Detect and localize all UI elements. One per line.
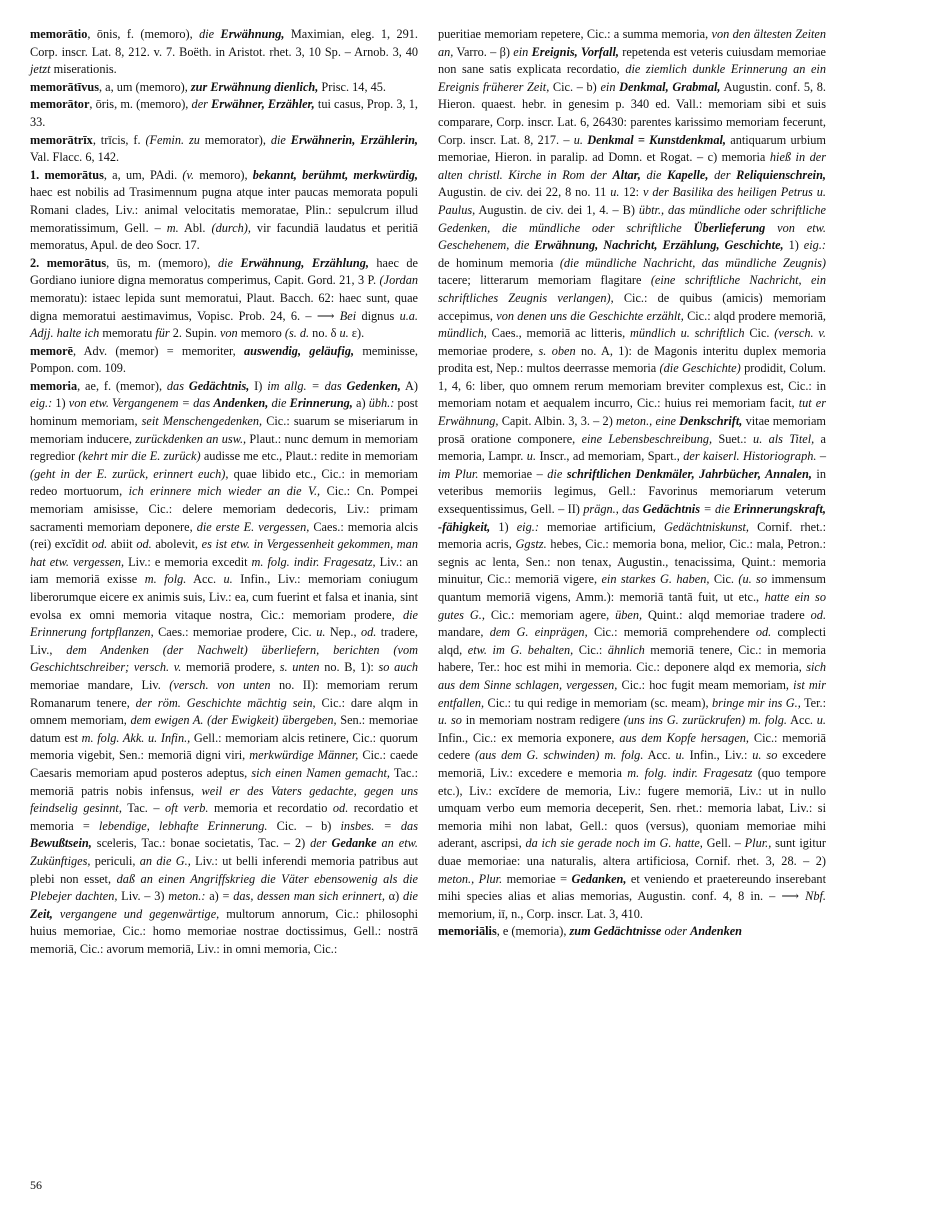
entry-text: oder <box>661 924 691 939</box>
entry-text: , ōris, m. (memoro), <box>89 97 192 112</box>
entry-text: memoriae mandare, Liv. <box>30 677 170 692</box>
entry-text: vergangene und gegenwärtige, <box>52 906 220 921</box>
entry-text: memoria et recordatio <box>208 801 333 816</box>
entry-text: (s. d. <box>284 326 310 341</box>
entry-text: Tac. – <box>121 801 166 816</box>
entry-text: dem ewigen A. (der Ewigkeit) übergeben, <box>130 713 337 728</box>
entry-text: Cic.: de quibus (amicis) memoriam accepimus, <box>438 290 826 323</box>
entry-text: Cic.: dare alqm in omnem memoriam, <box>30 695 418 728</box>
entry-text: Cic.: hoc fugit meam memoriam, <box>617 677 794 692</box>
page-number: 56 <box>30 1178 42 1192</box>
entry-text: dem G. einprägen, <box>489 625 588 640</box>
entry-text: Val. Flacc. 6, 142. <box>30 150 120 165</box>
entry-text: audisse me etc., Plaut.: redite in memoriam <box>200 449 418 464</box>
entry-text: Cic. – b) <box>267 818 341 833</box>
entry-text: multorum annorum, Cic.: philosophi huius memoriae, Cic.: homo memoriae nostrae doctissimus, Gell.: nostrā memoriā, Cic.: avorum memoriā, Liv.: in omni memoria, Cic.: <box>30 906 418 956</box>
entry-text: 2. Supin. <box>169 326 220 341</box>
entry-text: a) <box>352 396 369 411</box>
entry-text: dem Andenken (der Nachwelt) überliefern, berichten (vom Geschichtschreiber; versch. v. <box>30 642 418 675</box>
entry-text: Quint.: alqd memoriae tradere <box>642 607 811 622</box>
entry-text: das <box>166 378 189 393</box>
entry-text: die erste E. vergessen, <box>196 519 310 534</box>
entry-text: (geht in der E. zurück, erinnert euch), <box>30 466 229 481</box>
entry-text: ist mir entfallen, <box>438 677 826 710</box>
entry-text: Augustin. de civ. dei 1, 4. – B) <box>475 202 639 217</box>
entry-text: u. <box>316 625 326 640</box>
entry-text: Kapelle, <box>667 167 709 182</box>
entry-text: meminisse, Pompon. com. 109. <box>30 343 418 376</box>
entry-text: dignus <box>356 308 400 323</box>
entry-text: Gedächtnis <box>642 502 700 517</box>
entry-text: tut er Erwähnung, <box>438 396 826 429</box>
entry-text: m. folg. <box>144 572 187 587</box>
entry-text: post hominum memoriam, <box>30 396 419 429</box>
entry-text: Capit. Albin. 3, 3. – 2) <box>498 414 617 429</box>
entry-text: (uns ins G. zurückrufen) m. folg. <box>623 713 788 728</box>
entry-text: Cic.: Cn. Pompei memoriam amisisse, Cic.: delere memoriam dedecoris, Liv.: primam sacramenti memoriam deponere, <box>30 484 418 534</box>
entry-text: Nbf. <box>805 889 826 904</box>
entry-text: in memoriam nostram redigere <box>461 713 624 728</box>
entry-headword: memoriālis <box>438 924 497 939</box>
entry-text: die <box>640 167 668 182</box>
entry-text: Liv. – 3) <box>117 889 169 904</box>
right-column <box>438 26 826 941</box>
entry-text: Ereignis, Vorfall, <box>531 44 619 59</box>
entry-text: Altar, <box>612 167 641 182</box>
entry-text: u. <box>339 326 349 341</box>
dictionary-entry <box>30 79 418 97</box>
entry-text: od. <box>136 537 152 552</box>
entry-text: Cic.: memoriā comprehendere <box>587 625 756 640</box>
entry-text: u. <box>573 132 588 147</box>
entry-headword: memorātrīx <box>30 132 93 147</box>
entry-text: Cic.: suarum se miseriarum in memoriam inducere, <box>30 414 419 446</box>
entry-text: Tac.: memoriā patris nobis infensus, <box>30 765 418 798</box>
entry-text: I) <box>249 378 268 393</box>
entry-text: zur Erwähnung dienlich, <box>190 79 319 94</box>
entry-text: s. unten <box>279 660 320 675</box>
entry-text: Bei <box>339 308 357 323</box>
entry-text: von denen uns die Geschichte erzählt, <box>496 308 684 323</box>
entry-text: sunt igitur duae memoriae: una naturalis, altera artificiosa, Cornif. rhet. 3, 28. – 2) <box>438 836 827 868</box>
entry-text: (Jordan <box>379 273 418 288</box>
entry-text: eig.: <box>803 238 826 253</box>
entry-text: vitae memoriam prosā oratione componere, <box>438 414 826 446</box>
entry-text: u. <box>816 713 827 728</box>
entry-text: der <box>191 97 212 112</box>
entry-text: ein <box>513 44 532 59</box>
entry-text: der kaiserl. Historiograph. – im Plur. <box>438 449 826 481</box>
entry-text: immensum quantum memoriā vigens, Amm.): memoriā tantā fuit, ut etc., <box>438 572 826 604</box>
entry-text: de hominum memoria <box>438 255 560 270</box>
entry-text: (quo tempore etc.), Liv.: excĭdere de memoria, Liv.: fugere memoriā, Liv.: ut in nullo umquam verbo eum memoria deceperit, Sen. rhet.: memoria labat, Liv.: si memoria mihi non labat, Gell.: quos (versus), quoniam memoriae mihi aderant, ascripsi, <box>438 765 826 851</box>
entry-text: Inscr., ad memoriam, Spart., <box>536 449 684 464</box>
entry-text: Cic.: <box>573 642 608 657</box>
entry-text: tui casus, Prop. 3, 1, 33. <box>30 97 419 129</box>
entry-text: Gell. – <box>702 836 745 851</box>
entry-text: m. folg. indir. Fragesatz, <box>251 554 376 569</box>
entry-text: daß an einen Angriffskrieg die Väter ebensowenig als die Plebejer dachten, <box>30 871 419 904</box>
left-column <box>30 26 418 958</box>
entry-text: Cic.: caede Caesaris memoriam apud posteros adeptus, <box>30 748 419 780</box>
entry-text: Denkschrift, <box>679 414 743 429</box>
entry-text: haec est nobilis ad Trasimennum pugna atque inter paucas memorata populi Romani clades, Liv.: animal velocitatis memoratae, Plin.: sepulcrum illud memoratissimum, Gell. – <box>30 185 418 235</box>
entry-text: Cic.: tu qui redige in memoriam (sc. meam), <box>484 695 712 710</box>
entry-text: Cornif. rhet.: memoria acris, <box>438 519 826 552</box>
entry-text: der röm. Geschichte mächtig sein, <box>135 695 316 710</box>
entry-text: die ziemlich dunkle Erinnerung an ein Ereignis früherer Zeit, <box>438 62 826 94</box>
entry-text: merkwürdige Männer, <box>249 748 359 763</box>
entry-text: eine Lebensbeschreibung, <box>581 431 713 446</box>
entry-text: der <box>708 167 737 182</box>
entry-text: Liv.: an iam memoriā exisse <box>30 554 418 587</box>
entry-text: jetzt <box>30 62 51 77</box>
entry-text: haec de Gordiano iuniore digna memoratus comperimus, Capit. Gord. 21, 3 P. <box>30 255 419 288</box>
entry-text: α) <box>384 889 403 904</box>
entry-text: tacere; litterarum memoriam flagitare <box>438 273 651 288</box>
entry-text: Plur., <box>744 836 772 851</box>
entry-text: Gedächtniskunst, <box>663 519 749 534</box>
entry-text: Infin., Cic.: ex memoria exponere, <box>438 730 620 745</box>
entry-text: Andenken, <box>213 396 269 411</box>
entry-text: sich einen Namen gemacht, <box>251 765 390 780</box>
entry-text: eig.: <box>30 396 53 411</box>
entry-text: Caes., memoriā ac litteris, <box>486 326 631 341</box>
entry-text: meton., eine <box>616 414 680 429</box>
entry-text: memoro <box>237 326 285 341</box>
entry-text: , ae, f. (memor), <box>77 378 167 393</box>
entry-text: Liv.: e memoria excedit <box>124 554 252 569</box>
entry-text: v der Basilika des heiligen Petrus u. Paulus, <box>438 185 826 217</box>
entry-text: od. <box>755 625 772 640</box>
entry-text: Erwähnung, Nachricht, Erzählung, Geschichte, <box>534 238 784 253</box>
entry-text: s. oben <box>538 343 576 358</box>
entry-text: hieß in der alten christl. Kirche in Rom der <box>438 150 826 182</box>
entry-text: memoriā prodere, <box>181 660 280 675</box>
entry-text: m. folg. Akk. u. Infin., <box>81 730 191 745</box>
entry-text: hebes, Cic.: memoria bona, melior, Cic.: mala, Petron.: segnis ac lenta, Sen.: non tenax, Augustin., tenacissima, Quint.: memoria minuitur, Cic.: memoriā vigere, <box>438 537 826 587</box>
entry-text: repetenda est veteris cuiusdam memoriae non sane satis explicata recordatio, <box>438 44 826 77</box>
entry-text: Cic. <box>744 326 775 341</box>
entry-text: u. so <box>752 748 778 763</box>
entry-text: , a, um (memoro), <box>98 79 191 94</box>
entry-text: Maximian, eleg. 1, 291. Corp. inscr. Lat. 8, 212. v. 7. Boëth. in Aristot. rhet. 3, 10 Sp. – Arnob. 3, 40 <box>30 27 418 59</box>
entry-text: periculi, <box>90 853 140 868</box>
entry-text: Acc. <box>643 748 676 763</box>
entry-text: (eine schriftliche Nachricht, ein schriftliches Zeugnis verlangen), <box>438 273 826 305</box>
entry-text: zum Gedächtnisse <box>569 924 662 939</box>
dictionary-entry <box>30 378 418 959</box>
entry-text: an die G., <box>139 853 191 868</box>
entry-text: od. <box>332 801 349 816</box>
dictionary-entry <box>30 132 418 167</box>
entry-text: Caes.: memoria alcis (rei) excĭdit <box>30 519 419 552</box>
entry-text: Bewußtsein, <box>30 836 92 851</box>
entry-text: die Erinnerung fortpflanzen, <box>30 607 418 640</box>
entry-text: seit Menschengedenken, <box>141 414 263 429</box>
entry-text: sceleris, Tac.: bonae societatis, Tac. – 2) <box>91 836 311 851</box>
entry-text: es ist etw. in Vergessenheit gekommen, man hat etw. vergessen, <box>30 537 418 569</box>
entry-text: , ōnis, f. (memoro), <box>87 27 200 41</box>
entry-text: Infin., Liv.: memoriam coniugum liberorumque eicere ex animis suis, Liv.: ea, cum fuerint et falsa et inania, sint evolsa ex omni memoria vitaque nostra, Cic.: memoriam prodere, <box>30 572 419 622</box>
entry-text: 1) <box>52 396 69 411</box>
entry-text: von <box>219 326 238 341</box>
entry-text: Cic.: memoriā cedere <box>438 730 826 763</box>
entry-text: bringe mir ins G., <box>711 695 801 710</box>
entry-text: od. <box>91 537 108 552</box>
entry-text: (aus dem G. schwinden) m. folg. <box>475 748 644 763</box>
entry-text: (versch. v. <box>774 326 826 341</box>
entry-text: Erwähnerin, Erzählerin, <box>290 132 418 147</box>
entry-text: Varro. – β) <box>453 44 514 59</box>
entry-text: mündlich u. schriftlich <box>630 326 745 341</box>
entry-text: Gedenken, <box>346 378 401 393</box>
entry-text: Abl. <box>178 220 212 235</box>
dictionary-entry <box>30 255 418 343</box>
entry-text: u. <box>675 748 685 763</box>
entry-text: complecti alqd, <box>438 625 827 657</box>
entry-text: das, dessen man sich erinnert, <box>233 889 385 904</box>
entry-text: (versch. von unten <box>169 677 271 692</box>
entry-text: u. als Titel, <box>753 431 815 446</box>
entry-text: Erwähner, Erzähler, <box>211 97 315 112</box>
entry-text: Plaut.: nunc demum in memoriam regredior <box>30 431 419 464</box>
entry-text: (v. <box>182 167 195 182</box>
entry-headword: 1. memorātus <box>30 167 104 182</box>
entry-text: da ich sie gerade noch im G. hatte, <box>525 836 703 851</box>
entry-text: auswendig, geläufig, <box>243 343 355 358</box>
entry-text: u.a. Adjj. halte ich <box>30 308 419 341</box>
entry-text: Ter.: <box>800 695 826 710</box>
dictionary-entry <box>30 26 418 79</box>
entry-text: meton., Plur. <box>438 871 503 886</box>
entry-text: Erwähnung, <box>220 27 285 41</box>
entry-text: (Femin. zu <box>145 132 200 147</box>
entry-text: Zeit, <box>30 906 53 921</box>
entry-text: üben, <box>615 607 643 622</box>
entry-text: Gedanke <box>331 836 377 851</box>
entry-text: Erinnerung, <box>289 396 353 411</box>
entry-text: memoro), <box>194 167 253 182</box>
entry-text: die <box>547 466 567 481</box>
entry-headword: memorātor <box>30 97 90 112</box>
entry-text: antiquarum urbium memoriae, Hieron. in paralip. ad Domn. et Rogat. – c) memoria <box>438 132 826 165</box>
entry-text: 1) <box>783 238 804 253</box>
entry-text: an etw. Zukünftiges, <box>30 836 419 868</box>
entry-text: Nep., <box>325 625 361 640</box>
entry-text: m. <box>166 220 179 235</box>
entry-text: a) = <box>205 889 234 904</box>
entry-text: od. <box>360 625 377 640</box>
entry-text: Acc. <box>787 713 817 728</box>
entry-text: der <box>310 836 332 851</box>
entry-text: 1) <box>490 519 517 534</box>
entry-text: pueritiae memoriam repetere, Cic.: a summa memoria, <box>438 27 712 41</box>
entry-text: abiit <box>107 537 137 552</box>
entry-text: memoriae prodere, <box>438 343 539 358</box>
entry-text: Denkmal, Grabmal, <box>619 79 721 94</box>
entry-text: , a, um, PAdi. <box>103 167 183 182</box>
entry-text: Cic. – b) <box>549 79 601 94</box>
entry-text: übh.: <box>368 396 395 411</box>
entry-text: memoriae artificium, <box>538 519 664 534</box>
entry-text: lebendige, lebhafte Erinnerung. <box>98 818 268 833</box>
entry-text: excedere memoriā, Liv.: excedere e memoria <box>438 748 826 780</box>
entry-text: , ūs, m. (memoro), <box>106 255 218 270</box>
entry-text: von etw. Geschehenem, die <box>438 220 826 253</box>
entry-text: die <box>270 132 291 147</box>
entry-text: od. <box>810 607 827 622</box>
entry-text: mandare, <box>438 625 490 640</box>
entry-text: recordatio et memoria = <box>30 801 418 833</box>
entry-text: ε). <box>348 326 365 341</box>
entry-text: u. so <box>438 713 462 728</box>
entry-text: Caes.: memoriae prodere, Cic. <box>153 625 317 640</box>
entry-text: (die mündliche Nachricht, das mündliche Zeugnis) <box>559 255 826 270</box>
entry-text: Augustin. de civ. dei 22, 8 no. 11 <box>438 185 611 200</box>
entry-text: no. II): memoriam rerum Romanarum tenere, <box>30 677 418 710</box>
entry-text: u. <box>223 572 233 587</box>
entry-text: memoratu): istaec lepida sunt memoratui, Plaut. Bacch. 62: haec sunt, quae digna memoratui aestimavimus, Vopisc. Prob. 24, 6. – ⟶ <box>30 290 418 323</box>
entry-text: Gell.: memoriam alcis retinere, Cic.: quorum memoria vigebit, Sen.: memoriā digni viri, <box>30 730 418 763</box>
entry-headword: memorē <box>30 343 74 358</box>
entry-text: tradere, Liv., <box>30 625 418 657</box>
entry-text: , e (memoria), <box>496 924 570 939</box>
entry-text: mündlich, <box>438 326 487 341</box>
entry-text: ich erinnere mich wieder an die V., <box>128 484 321 499</box>
entry-text: u. <box>610 185 620 200</box>
entry-text: etw. im G. behalten, <box>467 642 574 657</box>
entry-text: ein <box>600 79 620 94</box>
entry-text: memorator), <box>199 132 271 147</box>
entry-text: Cic.: alqd prodere memoriā, <box>683 308 826 323</box>
entry-text: Gedächtnis, <box>188 378 250 393</box>
entry-text: für <box>155 326 170 341</box>
entry-text: u. <box>526 449 537 464</box>
entry-text: memoriā tenere, Cic.: in memoria habere, Ter.: hoc est mihi in memoria. Cic.: deponere alqd ex memoria, <box>438 642 826 675</box>
entry-text: Denkmal = Kunstdenkmal, <box>587 132 726 147</box>
entry-text: Reliquienschrein, <box>736 167 827 182</box>
entry-text: Prisc. 14, 45. <box>318 79 386 94</box>
dictionary-entry <box>438 923 826 941</box>
entry-text: schriftlichen Denkmäler, Jahrbücher, Annalen, <box>566 466 812 481</box>
entry-text: et veniendo et praetereundo inserebant mihi species alias et alias memorias, Augustin. conf. 4, 8 in. – ⟶ <box>438 871 826 904</box>
entry-text: im allg. = das <box>267 378 347 393</box>
entry-text: zurückdenken an usw., <box>135 431 247 446</box>
entry-text: sich aus dem Sinne schlagen, vergessen, <box>438 660 826 692</box>
entry-text: Acc. <box>186 572 224 587</box>
entry-text: vir facundiā laudatus et peritiā memoratus, Apul. de deo Socr. 17. <box>30 220 418 253</box>
entry-headword: 2. memorātus <box>30 255 107 270</box>
entry-text: prodidit, Colum. 1, 4, 6: liber, quo omnem rerum memoriam breviter complexus est, Cic.: in memoriam notam et aequalem incurro, Cic.: huius rei memoriam facit, <box>438 361 826 411</box>
entry-text: Erinnerungskraft, -fähigkeit, <box>438 502 826 534</box>
entry-text: miserationis. <box>50 62 117 77</box>
entry-text: Augustin. conf. 5, 8. Hieron. quaest. hebr. in genesim p. 340 ed. Vall.: memoriam sibi et suis comparare, Corp. inscr. Lat. 6, 26430: parentes karissimo memoriam fecerunt, Corp. inscr. Lat. 8, 217. – <box>438 79 826 147</box>
entry-text: in veteribus memoriis legimus, Gell.: Favorinus memoriarum veterum exsequentissimus, Gell. – II) <box>438 466 826 517</box>
entry-text: übtr., das mündliche oder schriftliche Gedenken, die mündliche oder schriftliche <box>438 202 826 235</box>
entry-text: ähnlich <box>607 642 645 657</box>
entry-text: so auch <box>378 660 418 675</box>
entry-text: Gedanken, <box>571 871 627 886</box>
entry-text: memoriae – <box>478 466 548 481</box>
entry-text: 12: <box>619 185 643 200</box>
dictionary-entry <box>438 26 826 923</box>
entry-text: memorium, iī, n., Corp. inscr. Lat. 3, 410. <box>438 906 643 921</box>
entry-text: , trīcis, f. <box>92 132 146 147</box>
entry-text: a memoria, Lampr. <box>438 431 826 464</box>
entry-text: no. δ <box>309 326 340 341</box>
entry-text: Infin., Liv.: <box>684 748 753 763</box>
entry-text: Cic. <box>709 572 739 587</box>
entry-text: prägn., das <box>583 502 643 517</box>
entry-text: Cic.: memoriam agere, <box>484 607 616 622</box>
entry-headword: memorātīvus <box>30 79 99 94</box>
entry-text: meton.: <box>168 889 206 904</box>
dictionary-entry <box>30 167 418 255</box>
entry-text: insbes. = das <box>340 818 418 833</box>
entry-text: Liv.: ut belli inferendi memoria patribus aut plebi non esset, <box>30 853 418 886</box>
entry-text: (durch), <box>211 220 251 235</box>
entry-text: Ggstz. <box>515 537 547 552</box>
entry-text: bekannt, berühmt, merkwürdig, <box>252 167 418 182</box>
entry-text: Andenken <box>690 924 743 939</box>
entry-text: abolevit, <box>151 537 202 552</box>
entry-text: aus dem Kopfe hersagen, <box>619 730 750 745</box>
entry-text: die <box>268 396 290 411</box>
entry-text: m. folg. indir. Fragesatz <box>627 765 753 780</box>
entry-text: die <box>402 889 418 904</box>
entry-text: Suet.: <box>712 431 754 446</box>
entry-text: A) <box>400 378 418 393</box>
entry-text: von etw. Vergangenem = das <box>68 396 214 411</box>
entry-text: oft verb. <box>165 801 209 816</box>
dictionary-entry <box>30 96 418 131</box>
entry-text: Sen.: memoriae datum est <box>30 713 418 745</box>
entry-text: von den ältesten Zeiten an, <box>438 27 827 59</box>
entry-headword: memoria <box>30 378 78 393</box>
entry-text: Überlieferung <box>693 220 766 235</box>
entry-text: , Adv. (memor) = memoriter, <box>73 343 244 358</box>
entry-text: hatte ein so gutes G., <box>438 590 826 622</box>
entry-text: die <box>199 27 221 41</box>
entry-text: (die Geschichte) <box>659 361 741 376</box>
entry-text: = die <box>699 502 734 517</box>
entry-text: weil er des Vaters gedachte, gegen uns feindselig gesinnt, <box>30 783 418 816</box>
entry-text: no. A, 1): de Magonis interitu duplex memoria prodita est, Nep.: multos deerrasse memoria <box>438 343 826 376</box>
entry-headword: memorātio <box>30 27 88 41</box>
entry-text: memoriae = <box>502 871 572 886</box>
entry-text: no. B, 1): <box>319 660 379 675</box>
entry-text: ein starkes G. haben, <box>601 572 710 587</box>
entry-text: memoratu <box>99 326 156 341</box>
entry-text: quae libido etc., Cic.: in memoriam redeo mortuorum, <box>30 466 418 499</box>
entry-text: (kehrt mir die E. zurück) <box>78 449 201 464</box>
dictionary-page <box>30 26 910 1166</box>
entry-text: die <box>217 255 241 270</box>
entry-text: Erwähnung, Erzählung, <box>240 255 369 270</box>
entry-text: eig.: <box>516 519 539 534</box>
entry-text: (u. so <box>738 572 767 587</box>
dictionary-entry <box>30 343 418 378</box>
